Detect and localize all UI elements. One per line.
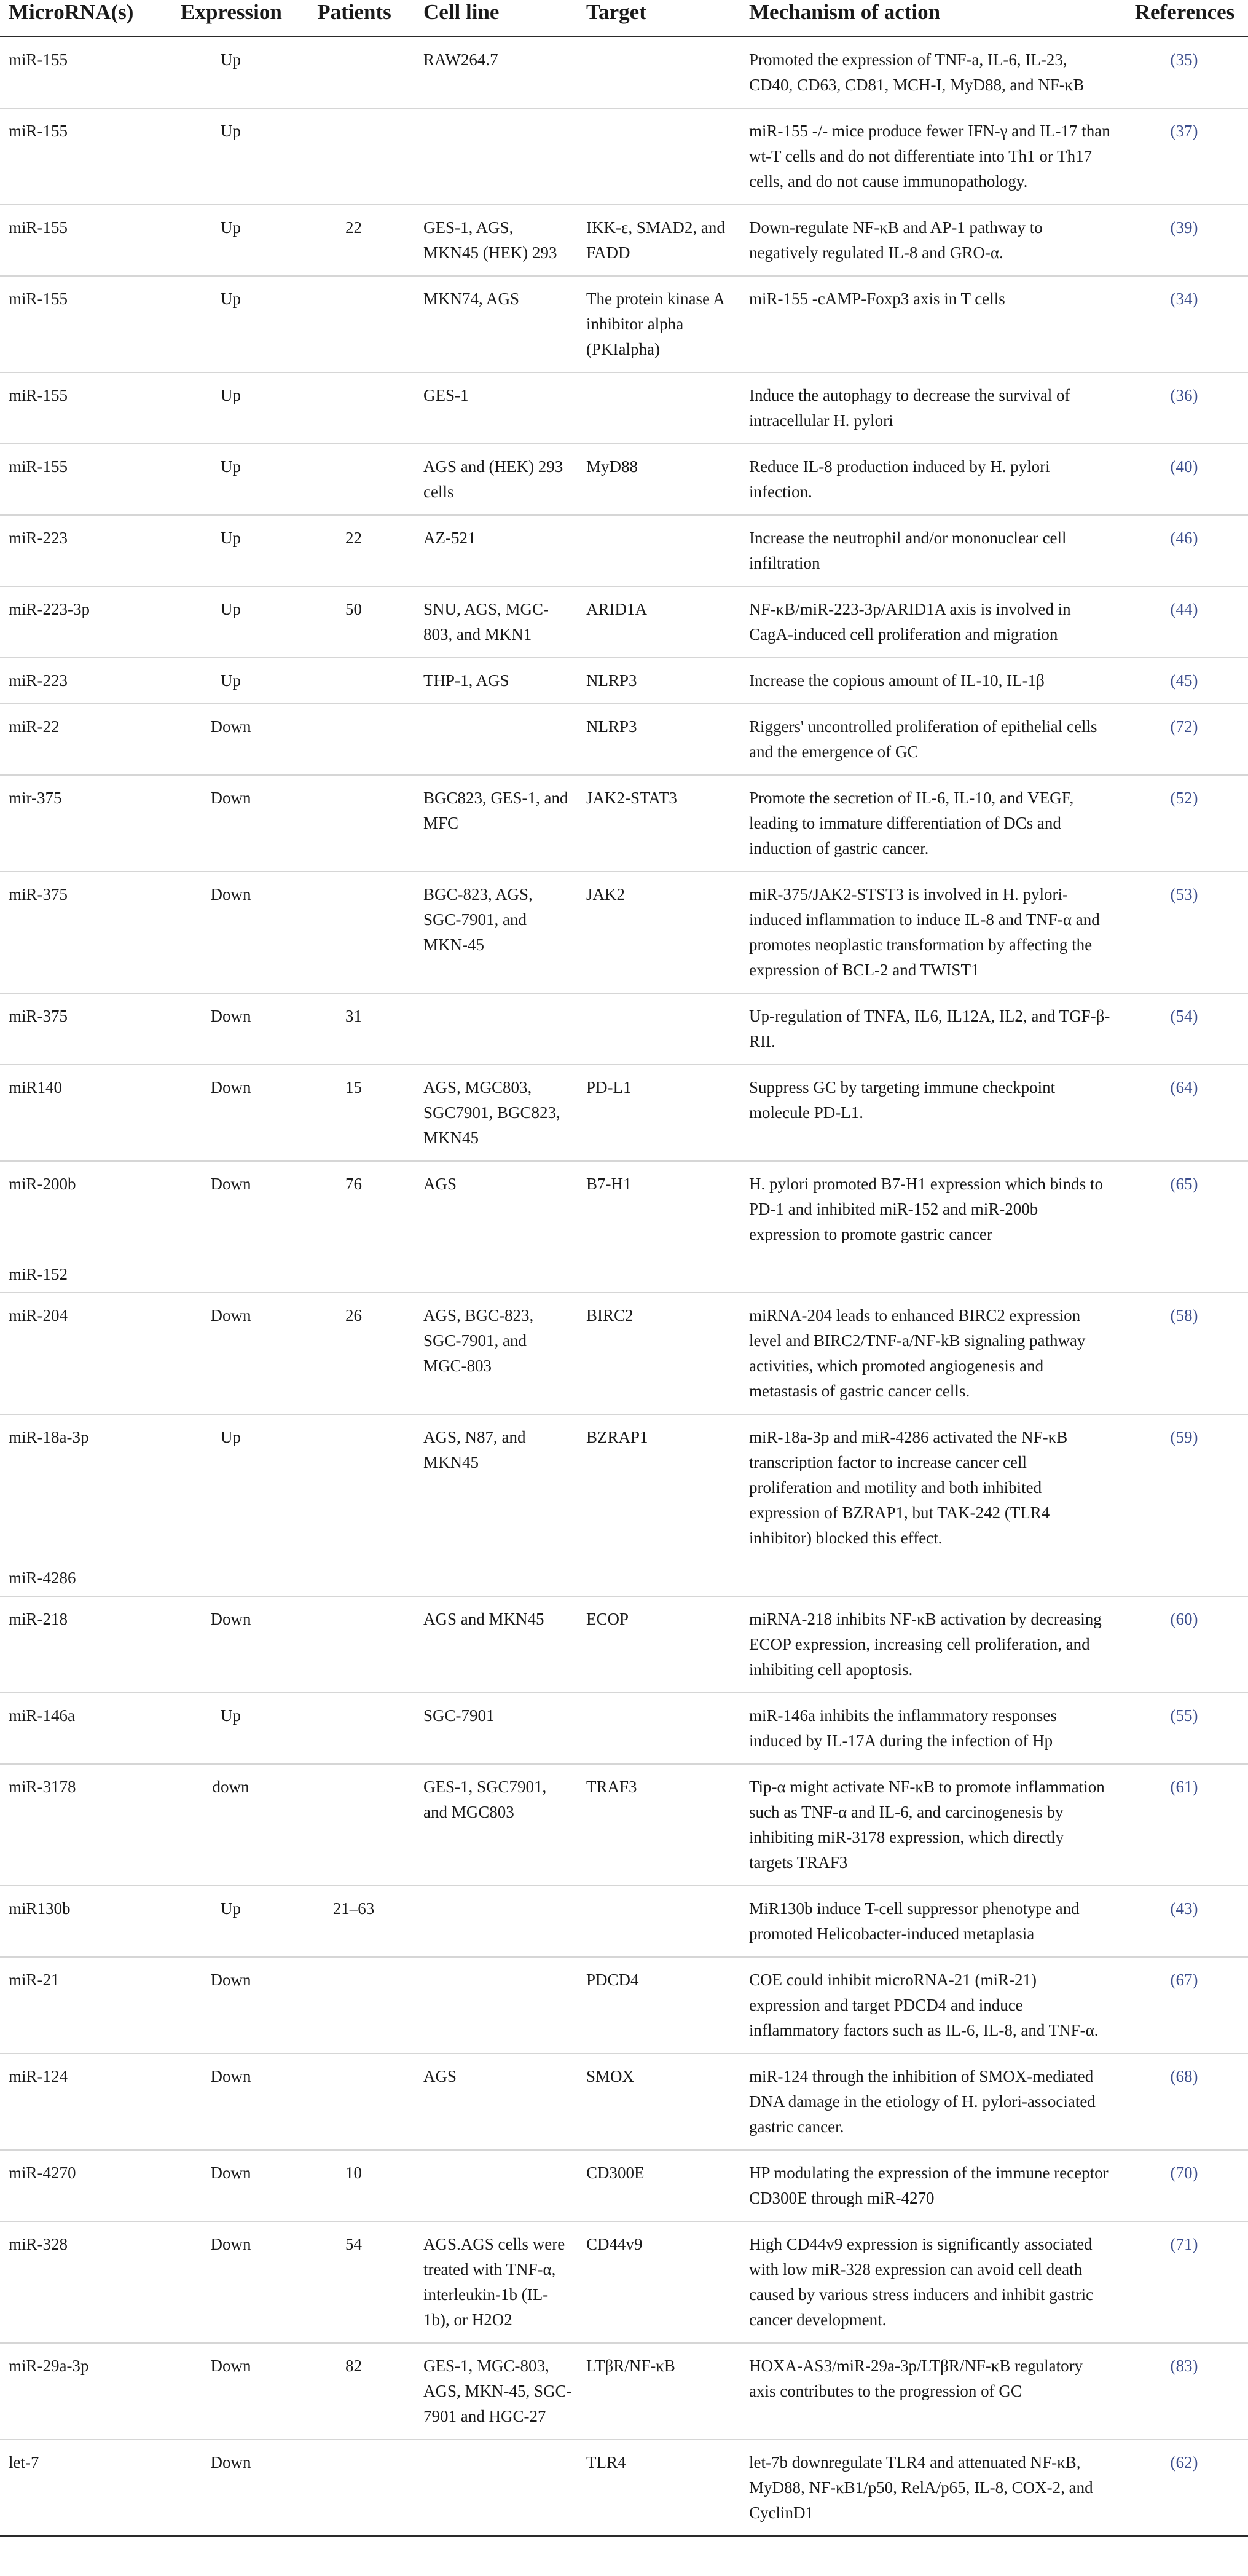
cell-reference[interactable]: (55) xyxy=(1117,1693,1248,1764)
table-row xyxy=(0,1693,1248,1764)
cell-reference[interactable] xyxy=(1117,1561,1248,1596)
cell-mechanism: H. pylori promoted B7-H1 expression which binds to PD-1 and inhibited miR-152 and miR-200b expression to promote gastric cancer xyxy=(749,1175,1103,1243)
cell-mirna: miR-155 xyxy=(0,108,169,205)
cell-cell-line: SNU, AGS, MGC-803, and MKN1 xyxy=(415,586,578,658)
cell-target xyxy=(578,1693,740,1764)
cell-target xyxy=(578,108,740,205)
cell-mirna: miR-223 xyxy=(0,515,169,586)
table-row xyxy=(0,658,1248,704)
cell-patients xyxy=(289,372,415,444)
cell-reference[interactable]: (68) xyxy=(1117,2054,1248,2150)
cell-mechanism: miR-18a-3p and miR-4286 activated the NF-κB transcription factor to increase cancer cell proliferation and motility and both inhibited expression of BZRAP1, but TAK-242 (TLR4 inhibitor) blocked this effect. xyxy=(749,1428,1068,1547)
table-row xyxy=(0,586,1248,658)
cell-expression: Down xyxy=(169,1596,289,1693)
cell-cell-line: AGS, MGC803, SGC7901, BGC823, MKN45 xyxy=(415,1065,578,1161)
cell-expression: Up xyxy=(221,1428,241,1446)
cell-patients xyxy=(289,775,415,872)
cell-patients xyxy=(289,704,415,775)
cell-expression: Down xyxy=(169,2343,289,2440)
cell-mirna: miR-375 xyxy=(0,993,169,1065)
cell-reference[interactable]: (67) xyxy=(1117,1957,1248,2054)
cell-expression: Down xyxy=(169,993,289,1065)
cell-target: JAK2 xyxy=(578,872,740,993)
cell-expression xyxy=(169,1257,289,1293)
cell-cell-line: AGS and MKN45 xyxy=(415,1596,578,1693)
header-target: Target xyxy=(578,0,740,37)
cell-target: JAK2-STAT3 xyxy=(578,775,740,872)
cell-mirna: miR-22 xyxy=(0,704,169,775)
table-row xyxy=(0,1957,1248,2054)
cell-mechanism: miR-124 through the inhibition of SMOX-mediated DNA damage in the etiology of H. pylori-associated gastric cancer. xyxy=(740,2054,1117,2150)
table-header-row xyxy=(0,0,1248,37)
cell-target: BIRC2 xyxy=(578,1293,740,1414)
cell-expression: Up xyxy=(169,1886,289,1957)
cell-cell-line xyxy=(415,993,578,1065)
cell-mirna: miR-155 xyxy=(0,444,169,515)
cell-expression: Down xyxy=(169,872,289,993)
cell-reference[interactable]: (37) xyxy=(1117,108,1248,205)
header-mirna: MicroRNA(s) xyxy=(0,0,169,37)
cell-expression: Down xyxy=(169,2150,289,2221)
table-row xyxy=(0,2150,1248,2221)
cell-mirna: miR-223 xyxy=(0,658,169,704)
table-row xyxy=(0,993,1248,1065)
cell-cell-line xyxy=(415,1886,578,1957)
cell-mechanism: Reduce IL-8 production induced by H. pylori infection. xyxy=(740,444,1117,515)
cell-cell-line xyxy=(415,1561,578,1596)
cell-mirna: miR-124 xyxy=(0,2054,169,2150)
cell-expression: Down xyxy=(210,1175,251,1193)
cell-reference[interactable]: (40) xyxy=(1117,444,1248,515)
cell-cell-line: AGS xyxy=(423,1175,457,1193)
cell-target: The protein kinase A inhibitor alpha (PKIalpha) xyxy=(578,276,740,372)
table-row xyxy=(0,1257,1248,1293)
cell-mechanism: Tip-α might activate NF-κB to promote inflammation such as TNF-α and IL-6, and carcinogenesis by inhibiting miR-3178 expression, which directly targets TRAF3 xyxy=(740,1764,1117,1886)
cell-mirna: miR-21 xyxy=(0,1957,169,2054)
table-row xyxy=(0,1293,1248,1414)
cell-mechanism: Increase the neutrophil and/or mononuclear cell infiltration xyxy=(740,515,1117,586)
header-mechanism: Mechanism of action xyxy=(740,0,1117,37)
cell-cell-line: SGC-7901 xyxy=(415,1693,578,1764)
cell-mirna: miR-375 xyxy=(0,872,169,993)
cell-expression: Down xyxy=(169,2440,289,2537)
cell-mechanism: Riggers' uncontrolled proliferation of epithelial cells and the emergence of GC xyxy=(740,704,1117,775)
cell-cell-line: MKN74, AGS xyxy=(415,276,578,372)
cell-target: NLRP3 xyxy=(578,704,740,775)
cell-mechanism: miRNA-218 inhibits NF-κB activation by decreasing ECOP expression, increasing cell proliferation, and inhibiting cell apoptosis. xyxy=(740,1596,1117,1693)
cell-patients: 82 xyxy=(289,2343,415,2440)
cell-reference[interactable]: (59) xyxy=(1170,1428,1198,1446)
cell-patients: 54 xyxy=(289,2221,415,2343)
cell-expression: Up xyxy=(169,37,289,109)
table-row xyxy=(0,872,1248,993)
cell-cell-line: BGC-823, AGS, SGC-7901, and MKN-45 xyxy=(415,872,578,993)
cell-reference[interactable]: (45) xyxy=(1117,658,1248,704)
cell-patients: 15 xyxy=(289,1065,415,1161)
cell-target: BZRAP1 xyxy=(586,1428,648,1446)
cell-expression: Down xyxy=(169,2221,289,2343)
cell-cell-line: AGS, BGC-823, SGC-7901, and MGC-803 xyxy=(415,1293,578,1414)
cell-mirna: miR-4270 xyxy=(0,2150,169,2221)
cell-reference[interactable]: (34) xyxy=(1117,276,1248,372)
cell-target: CD300E xyxy=(578,2150,740,2221)
cell-reference[interactable]: (35) xyxy=(1117,37,1248,109)
cell-mechanism: Down-regulate NF-κB and AP-1 pathway to negatively regulated IL-8 and GRO-α. xyxy=(740,205,1117,276)
cell-expression: Up xyxy=(169,108,289,205)
cell-cell-line: AGS, N87, and MKN45 xyxy=(423,1428,526,1471)
cell-cell-line xyxy=(415,108,578,205)
cell-cell-line: GES-1, MGC-803, AGS, MKN-45, SGC-7901 and HGC-27 xyxy=(415,2343,578,2440)
cell-patients: 21–63 xyxy=(289,1886,415,1957)
table-row xyxy=(0,372,1248,444)
cell-target xyxy=(578,993,740,1065)
cell-patients xyxy=(289,658,415,704)
cell-reference[interactable]: (65) xyxy=(1170,1175,1198,1193)
cell-patients xyxy=(289,1596,415,1693)
cell-cell-line: AGS.AGS cells were treated with TNF-α, interleukin-1b (IL-1b), or H2O2 xyxy=(415,2221,578,2343)
cell-mirna: miR-155 xyxy=(0,205,169,276)
cell-reference[interactable]: (64) xyxy=(1117,1065,1248,1161)
cell-reference[interactable]: (44) xyxy=(1117,586,1248,658)
cell-reference[interactable]: (52) xyxy=(1117,775,1248,872)
cell-target: CD44v9 xyxy=(578,2221,740,2343)
cell-cell-line xyxy=(415,2150,578,2221)
cell-reference[interactable]: (43) xyxy=(1117,1886,1248,1957)
cell-mirna: miR-218 xyxy=(0,1596,169,1693)
cell-patients: 31 xyxy=(289,993,415,1065)
cell-reference[interactable]: (83) xyxy=(1117,2343,1248,2440)
table-row xyxy=(0,704,1248,775)
cell-mirna: miR-223-3p xyxy=(0,586,169,658)
cell-target: PDCD4 xyxy=(578,1957,740,2054)
cell-target xyxy=(578,1561,740,1596)
cell-target: TLR4 xyxy=(578,2440,740,2537)
cell-mechanism: miR-155 -cAMP-Foxp3 axis in T cells xyxy=(740,276,1117,372)
cell-patients xyxy=(289,108,415,205)
cell-mirna: miR-155 xyxy=(0,37,169,109)
cell-mechanism xyxy=(740,1561,1117,1596)
cell-mechanism: miR-375/JAK2-STST3 is involved in H. pylori-induced inflammation to induce IL-8 and TNF-α and promotes neoplastic transformation by affecting the expression of BCL-2 and TWIST1 xyxy=(740,872,1117,993)
header-cell-line: Cell line xyxy=(415,0,578,37)
cell-reference[interactable]: (53) xyxy=(1117,872,1248,993)
cell-patients: 26 xyxy=(289,1293,415,1414)
cell-mechanism: Promoted the expression of TNF-a, IL-6, IL-23, CD40, CD63, CD81, MCH-I, MyD88, and NF-κB xyxy=(740,37,1117,109)
cell-expression: down xyxy=(169,1764,289,1886)
table-row xyxy=(0,276,1248,372)
cell-cell-line xyxy=(415,1957,578,2054)
table-row xyxy=(0,2440,1248,2537)
cell-cell-line: GES-1 xyxy=(415,372,578,444)
cell-reference[interactable]: (60) xyxy=(1117,1596,1248,1693)
cell-mirna: miR-18a-3p xyxy=(9,1428,89,1446)
cell-target xyxy=(578,1257,740,1293)
cell-mirna: miR140 xyxy=(0,1065,169,1161)
cell-reference[interactable]: (36) xyxy=(1117,372,1248,444)
table-row xyxy=(0,1561,1248,1596)
cell-patients: 22 xyxy=(289,515,415,586)
cell-patients xyxy=(289,1693,415,1764)
cell-mirna: miR-328 xyxy=(0,2221,169,2343)
cell-expression: Up xyxy=(169,1693,289,1764)
cell-expression: Down xyxy=(169,1957,289,2054)
cell-reference[interactable]: (62) xyxy=(1117,2440,1248,2537)
cell-mechanism xyxy=(740,1257,1117,1293)
table-row xyxy=(0,1596,1248,1693)
cell-patients xyxy=(289,1957,415,2054)
cell-target xyxy=(578,515,740,586)
cell-patients xyxy=(289,1561,415,1596)
cell-reference[interactable]: (71) xyxy=(1117,2221,1248,2343)
header-patients: Patients xyxy=(289,0,415,37)
cell-target: PD-L1 xyxy=(578,1065,740,1161)
cell-mirna: miR-146a xyxy=(0,1693,169,1764)
table-row xyxy=(0,205,1248,276)
table-row xyxy=(0,1414,1248,1561)
cell-mechanism: let-7b downregulate TLR4 and attenuated NF-κB, MyD88, NF-κB1/p50, RelA/p65, IL-8, COX-2, and CyclinD1 xyxy=(740,2440,1117,2537)
cell-mechanism: miR-155 -/- mice produce fewer IFN-γ and IL-17 than wt-T cells and do not differentiate into Th1 or Th17 cells, and do not cause immunopathology. xyxy=(740,108,1117,205)
cell-target: B7-H1 xyxy=(586,1175,632,1193)
cell-expression xyxy=(169,1561,289,1596)
cell-patients xyxy=(289,2440,415,2537)
cell-mechanism: Up-regulation of TNFA, IL6, IL12A, IL2, and TGF-β-RII. xyxy=(740,993,1117,1065)
cell-mirna: miR-204 xyxy=(0,1293,169,1414)
cell-cell-line: BGC823, GES-1, and MFC xyxy=(415,775,578,872)
cell-cell-line xyxy=(415,1257,578,1293)
cell-mechanism: MiR130b induce T-cell suppressor phenotype and promoted Helicobacter-induced metaplasia xyxy=(740,1886,1117,1957)
cell-expression: Down xyxy=(169,1065,289,1161)
cell-mirna: miR-155 xyxy=(0,372,169,444)
cell-mirna: miR-3178 xyxy=(0,1764,169,1886)
cell-patients xyxy=(289,276,415,372)
cell-mirna: miR-200b xyxy=(9,1175,76,1193)
cell-target: ECOP xyxy=(578,1596,740,1693)
cell-mechanism: Promote the secretion of IL-6, IL-10, and VEGF, leading to immature differentiation of DCs and induction of gastric cancer. xyxy=(740,775,1117,872)
table-row xyxy=(0,775,1248,872)
cell-target: IKK-ε, SMAD2, and FADD xyxy=(578,205,740,276)
cell-mechanism: Suppress GC by targeting immune checkpoint molecule PD-L1. xyxy=(740,1065,1117,1161)
cell-target: MyD88 xyxy=(578,444,740,515)
cell-reference[interactable]: (54) xyxy=(1117,993,1248,1065)
cell-expression: Up xyxy=(169,276,289,372)
cell-mirna: miR130b xyxy=(0,1886,169,1957)
cell-mirna: miR-152 xyxy=(0,1257,169,1293)
cell-patients xyxy=(289,872,415,993)
cell-expression: Up xyxy=(169,372,289,444)
cell-mechanism: miRNA-204 leads to enhanced BIRC2 expression level and BIRC2/TNF-a/NF-kB signaling pathway activities, which promoted angiogenesis and metastasis of gastric cancer cells. xyxy=(740,1293,1117,1414)
cell-cell-line xyxy=(415,2440,578,2537)
cell-mechanism: High CD44v9 expression is significantly associated with low miR-328 expression can avoid cell death caused by various stress inducers and inhibit gastric cancer development. xyxy=(740,2221,1117,2343)
table-body xyxy=(0,37,1248,2537)
cell-mechanism: HOXA-AS3/miR-29a-3p/LTβR/NF-κB regulatory axis contributes to the progression of GC xyxy=(740,2343,1117,2440)
table-row xyxy=(0,1065,1248,1161)
cell-reference[interactable]: (58) xyxy=(1117,1293,1248,1414)
cell-mechanism: Increase the copious amount of IL-10, IL-1β xyxy=(740,658,1117,704)
cell-expression: Up xyxy=(169,205,289,276)
cell-mirna: miR-155 xyxy=(0,276,169,372)
cell-patients xyxy=(289,1414,415,1561)
cell-patients xyxy=(289,37,415,109)
cell-patients: 50 xyxy=(289,586,415,658)
cell-patients: 22 xyxy=(289,205,415,276)
cell-target xyxy=(578,37,740,109)
cell-mechanism: Induce the autophagy to decrease the survival of intracellular H. pylori xyxy=(740,372,1117,444)
cell-mirna: miR-4286 xyxy=(0,1561,169,1596)
cell-target: SMOX xyxy=(578,2054,740,2150)
cell-cell-line: AGS xyxy=(415,2054,578,2150)
cell-target: LTβR/NF-κB xyxy=(578,2343,740,2440)
header-references: References xyxy=(1117,0,1248,37)
cell-reference[interactable]: (39) xyxy=(1117,205,1248,276)
table-row xyxy=(0,1886,1248,1957)
cell-mirna: let-7 xyxy=(0,2440,169,2537)
cell-patients: 10 xyxy=(289,2150,415,2221)
cell-mirna: mir-375 xyxy=(0,775,169,872)
cell-reference[interactable]: (46) xyxy=(1117,515,1248,586)
table-row xyxy=(0,1764,1248,1886)
cell-reference[interactable]: (72) xyxy=(1117,704,1248,775)
cell-mechanism: HP modulating the expression of the immune receptor CD300E through miR-4270 xyxy=(740,2150,1117,2221)
cell-expression: Up xyxy=(169,444,289,515)
cell-expression: Up xyxy=(169,586,289,658)
cell-mechanism: COE could inhibit microRNA-21 (miR-21) expression and target PDCD4 and induce inflammatory factors such as IL-6, IL-8, and TNF-α. xyxy=(740,1957,1117,2054)
cell-mechanism: NF-κB/miR-223-3p/ARID1A axis is involved in CagA-induced cell proliferation and migration xyxy=(740,586,1117,658)
cell-expression: Up xyxy=(169,515,289,586)
cell-patients xyxy=(289,2054,415,2150)
cell-reference[interactable]: (70) xyxy=(1117,2150,1248,2221)
table-row xyxy=(0,1161,1248,1257)
cell-patients xyxy=(289,1764,415,1886)
table-row xyxy=(0,2343,1248,2440)
cell-patients xyxy=(289,1257,415,1293)
cell-expression: Down xyxy=(169,2054,289,2150)
header-expression: Expression xyxy=(169,0,289,37)
cell-reference[interactable]: (61) xyxy=(1117,1764,1248,1886)
cell-target xyxy=(578,1886,740,1957)
cell-patients: 76 xyxy=(345,1175,362,1193)
cell-cell-line: THP-1, AGS xyxy=(415,658,578,704)
table-row xyxy=(0,108,1248,205)
cell-cell-line xyxy=(415,704,578,775)
cell-cell-line: GES-1, AGS, MKN45 (HEK) 293 xyxy=(415,205,578,276)
cell-expression: Down xyxy=(169,704,289,775)
cell-cell-line: GES-1, SGC7901, and MGC803 xyxy=(415,1764,578,1886)
cell-mechanism: miR-146a inhibits the inflammatory responses induced by IL-17A during the infection of Hp xyxy=(740,1693,1117,1764)
table-row xyxy=(0,37,1248,109)
cell-expression: Down xyxy=(169,1293,289,1414)
cell-target: TRAF3 xyxy=(578,1764,740,1886)
table-row xyxy=(0,2221,1248,2343)
cell-target xyxy=(578,372,740,444)
table-row xyxy=(0,515,1248,586)
cell-cell-line: RAW264.7 xyxy=(415,37,578,109)
table-row xyxy=(0,444,1248,515)
table-row xyxy=(0,2054,1248,2150)
cell-target: NLRP3 xyxy=(578,658,740,704)
cell-cell-line: AGS and (HEK) 293 cells xyxy=(415,444,578,515)
cell-patients xyxy=(289,444,415,515)
cell-expression: Down xyxy=(169,775,289,872)
cell-reference[interactable] xyxy=(1117,1257,1248,1293)
cell-mirna: miR-29a-3p xyxy=(0,2343,169,2440)
cell-target: ARID1A xyxy=(578,586,740,658)
cell-expression: Up xyxy=(169,658,289,704)
cell-cell-line: AZ-521 xyxy=(415,515,578,586)
